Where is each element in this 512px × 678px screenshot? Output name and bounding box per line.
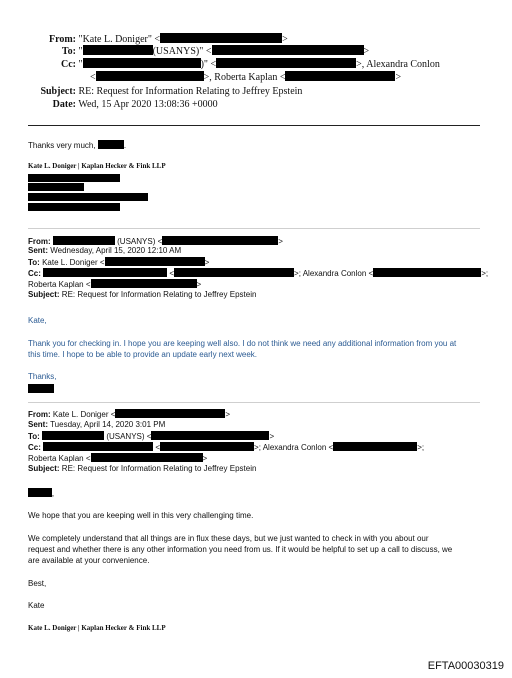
email2-from-label: From: bbox=[28, 237, 51, 246]
email2-to: Kate L. Doniger < bbox=[42, 258, 105, 267]
email2-to-line: To: Kate L. Doniger < > bbox=[28, 258, 210, 267]
email3-sent-label: Sent: bbox=[28, 420, 48, 429]
email3-to-line: To: (USANYS) < > bbox=[28, 432, 275, 441]
redaction bbox=[43, 442, 153, 451]
email2-greeting: Kate, bbox=[28, 316, 47, 325]
email3-greeting-line: , bbox=[28, 488, 54, 499]
email3-subject: RE: Request for Information Relating to Jeffrey Epstein bbox=[61, 464, 257, 473]
email2-sent-label: Sent: bbox=[28, 246, 48, 255]
email3-cc-line: Cc: < >; Alexandra Conlon < >; bbox=[28, 443, 425, 452]
header-subject-label: Subject: bbox=[40, 86, 76, 97]
header-cc-label: Cc: bbox=[61, 59, 76, 70]
redaction bbox=[151, 431, 269, 440]
email3-to-org: (USANYS) < bbox=[106, 432, 152, 441]
redaction bbox=[216, 58, 356, 68]
redaction bbox=[28, 183, 84, 191]
email2-to-label: To: bbox=[28, 258, 40, 267]
email3-para2-line3: are available at your convenience. bbox=[28, 556, 150, 565]
redaction bbox=[28, 193, 148, 201]
email2-sent: Wednesday, April 15, 2020 12:10 AM bbox=[50, 246, 182, 255]
redaction bbox=[160, 442, 254, 451]
email2-cc-line: Cc: < >; Alexandra Conlon < >; bbox=[28, 269, 489, 278]
redaction bbox=[43, 268, 167, 277]
header-from-name: "Kate L. Doniger" < bbox=[78, 34, 161, 45]
redaction bbox=[212, 45, 364, 55]
email3-cc-name2: Roberta Kaplan < bbox=[28, 454, 91, 463]
redaction bbox=[174, 268, 294, 277]
redaction bbox=[162, 236, 278, 245]
email3-sent-line bbox=[28, 420, 165, 430]
redaction bbox=[83, 58, 201, 68]
email2-sent-line bbox=[28, 246, 181, 256]
email2-from-org: (USANYS) < bbox=[117, 237, 163, 246]
redaction bbox=[285, 71, 395, 81]
redaction bbox=[28, 203, 120, 211]
email2-cc-name2: Roberta Kaplan < bbox=[28, 280, 91, 289]
email3-cc-label: Cc: bbox=[28, 443, 41, 452]
header-cc-name2: >, Roberta Kaplan < bbox=[203, 72, 286, 83]
redaction bbox=[91, 279, 197, 288]
redaction bbox=[53, 236, 115, 245]
email3-divider bbox=[28, 402, 480, 403]
redaction bbox=[98, 140, 124, 149]
redaction bbox=[160, 33, 282, 43]
email3-cc-line2: Roberta Kaplan < > bbox=[28, 454, 208, 463]
header-from-label: From: bbox=[48, 34, 76, 45]
header-subject: RE: Request for Information Relating to Jeffrey Epstein bbox=[78, 86, 303, 97]
email2-divider bbox=[28, 228, 480, 229]
email2-subject: RE: Request for Information Relating to Jeffrey Epstein bbox=[61, 290, 257, 299]
email2-cc-name: >; Alexandra Conlon < bbox=[294, 269, 374, 278]
redaction bbox=[105, 257, 205, 266]
email3-para2-line2: request and whether there is any other information you need from us. If it would be helpful to set up a call to discuss, we bbox=[28, 545, 453, 554]
email3-signature: Kate L. Doniger | Kaplan Hecker & Fink LLP bbox=[28, 624, 166, 632]
reply1-thanks: Thanks very much, bbox=[28, 141, 96, 150]
email2-body-line1: Thank you for checking in. I hope you are keeping well also. I do not think we need any additional information from you at bbox=[28, 339, 457, 348]
redaction bbox=[91, 453, 203, 462]
header-date-line bbox=[14, 98, 218, 111]
email3-sent: Tuesday, April 14, 2020 3:01 PM bbox=[50, 420, 166, 429]
email2-subject-line bbox=[28, 290, 256, 300]
email2-subject-label: Subject: bbox=[28, 290, 60, 299]
email2-cc-line2: Roberta Kaplan < > bbox=[28, 280, 202, 289]
header-to-line: To: " (USANYS)" < > bbox=[14, 45, 369, 58]
email2-cc-label: Cc: bbox=[28, 269, 41, 278]
email3-best: Best, bbox=[28, 579, 47, 588]
email3-para2-line1: We completely understand that all things are in flux these days, but we just wanted to check in with you about our bbox=[28, 534, 429, 543]
header-from-line: From: "Kate L. Doniger" < > bbox=[14, 33, 288, 46]
header-date: Wed, 15 Apr 2020 13:08:36 +0000 bbox=[78, 99, 218, 110]
header-cc-line2: < >, Roberta Kaplan < > bbox=[90, 72, 402, 83]
redaction bbox=[96, 71, 204, 81]
email2-closing: Thanks, bbox=[28, 372, 57, 381]
header-date-label: Date: bbox=[52, 99, 76, 110]
redaction bbox=[373, 268, 481, 277]
header-divider bbox=[28, 125, 480, 126]
email3-from-line: From: Kate L. Doniger < > bbox=[28, 410, 231, 419]
email3-subject-label: Subject: bbox=[28, 464, 60, 473]
redaction bbox=[28, 384, 54, 393]
email3-from-label: From: bbox=[28, 410, 51, 419]
document-id: EFTA00030319 bbox=[427, 660, 504, 672]
email3-name: Kate bbox=[28, 601, 45, 610]
email2-body-line2: this time. I hope to be able to provide an update early next week. bbox=[28, 350, 258, 359]
email3-para1: We hope that you are keeping well in this very challenging time. bbox=[28, 511, 254, 520]
redaction bbox=[83, 45, 153, 55]
reply1-signature: Kate L. Doniger | Kaplan Hecker & Fink LLP bbox=[28, 162, 166, 170]
email3-cc-name: >; Alexandra Conlon < bbox=[254, 443, 334, 452]
email3-to-label: To: bbox=[28, 432, 40, 441]
reply1-thanks-line: Thanks very much, . bbox=[28, 141, 127, 150]
redaction bbox=[28, 488, 52, 497]
redaction bbox=[333, 442, 417, 451]
redaction bbox=[115, 409, 225, 418]
header-to-label: To: bbox=[61, 46, 76, 57]
header-cc-name1: >, Alexandra Conlon bbox=[356, 59, 440, 70]
header-to-org: (USANYS)" < bbox=[152, 46, 212, 57]
redaction bbox=[28, 174, 120, 182]
email3-subject-line bbox=[28, 464, 256, 474]
email3-from: Kate L. Doniger < bbox=[52, 410, 116, 419]
redaction bbox=[42, 431, 104, 440]
email2-from-line: From: (USANYS) < > bbox=[28, 237, 283, 246]
header-cc-line: Cc: " )" < >, Alexandra Conlon bbox=[14, 58, 440, 71]
header-subject-line bbox=[14, 85, 302, 98]
